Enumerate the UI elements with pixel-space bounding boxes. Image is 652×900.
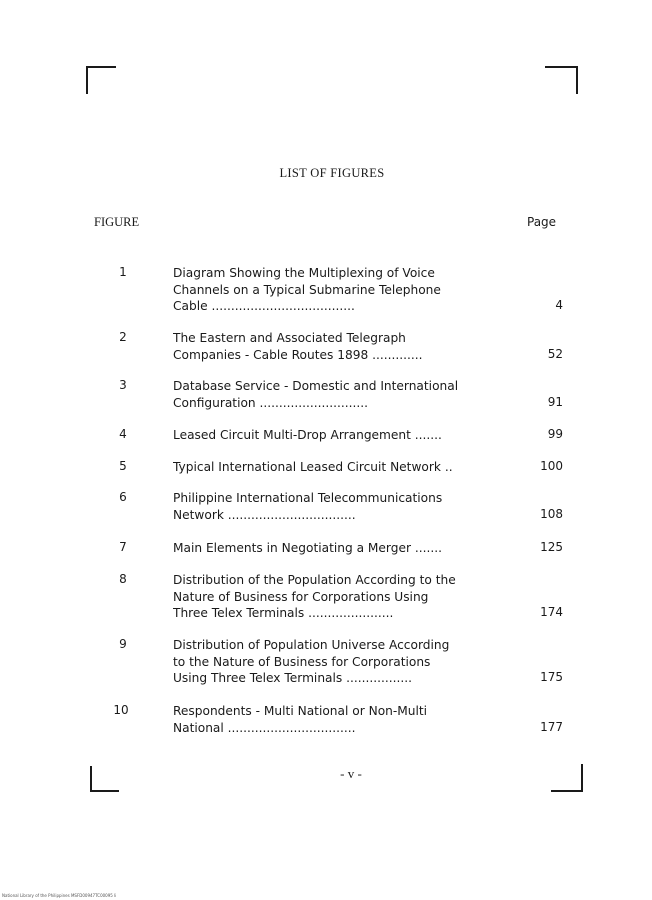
caption-line: to the Nature of Business for Corporations xyxy=(173,654,431,669)
figure-caption xyxy=(173,540,513,557)
figure-caption xyxy=(173,703,513,736)
figure-page-number: 175 xyxy=(540,670,563,684)
figure-number: 2 xyxy=(119,330,127,344)
caption-line: Three Telex Terminals ...................... xyxy=(173,606,394,620)
caption-line: National ................................. xyxy=(173,720,356,735)
page-column-header: Page xyxy=(527,215,557,229)
figure-page-number: 52 xyxy=(547,346,563,361)
caption-line: The Eastern and Associated Telegraph xyxy=(173,331,406,345)
figure-page-number: 177 xyxy=(540,719,563,734)
page-title: LIST OF FIGURES xyxy=(279,166,385,180)
figure-number: 8 xyxy=(119,572,127,586)
figure-caption xyxy=(173,459,513,476)
figure-caption xyxy=(173,378,513,411)
caption-line: Configuration ............................ xyxy=(173,395,368,410)
figure-number: 7 xyxy=(119,540,127,554)
caption-line: Leased Circuit Multi-Drop Arrangement ....... xyxy=(173,428,442,442)
figure-page-number: 99 xyxy=(547,427,563,441)
caption-line: Nature of Business for Corporations Using xyxy=(173,589,429,604)
caption-line: Companies - Cable Routes 1898 ............. xyxy=(173,347,423,362)
caption-line: Network ................................. xyxy=(173,507,356,522)
crop-mark-top-left xyxy=(86,66,88,94)
caption-line: Distribution of the Population According to the xyxy=(173,573,456,587)
figure-caption xyxy=(173,330,513,363)
figure-page-number: 4 xyxy=(555,298,563,312)
caption-line: Main Elements in Negotiating a Merger ....... xyxy=(173,541,442,555)
figure-caption xyxy=(173,427,513,444)
figure-number: 9 xyxy=(119,637,127,651)
crop-mark-top-left xyxy=(86,66,116,68)
figure-number: 10 xyxy=(113,703,129,717)
figure-number: 1 xyxy=(119,265,127,279)
caption-line: Using Three Telex Terminals ................. xyxy=(173,671,412,685)
figure-caption xyxy=(173,265,513,315)
caption-line: Channels on a Typical Submarine Telephone xyxy=(173,282,441,297)
figure-number: 4 xyxy=(119,427,127,441)
caption-line: Respondents - Multi National or Non-Multi xyxy=(173,704,428,718)
figure-caption xyxy=(173,637,513,687)
library-imprint: National Library of the Philippines MSFD00947TC00095 li xyxy=(2,893,117,898)
figure-page-number: 125 xyxy=(540,540,563,554)
crop-mark-bottom-left xyxy=(90,790,119,792)
figure-number: 5 xyxy=(119,459,127,473)
figure-caption xyxy=(173,572,513,622)
caption-line: Typical International Leased Circuit Network .. xyxy=(173,460,453,474)
figure-column-header: FIGURE xyxy=(94,215,140,229)
figure-number: 3 xyxy=(119,378,127,392)
figure-page-number: 91 xyxy=(547,394,563,409)
crop-mark-top-right xyxy=(576,66,578,94)
figure-caption xyxy=(173,490,513,523)
figure-page-number: 100 xyxy=(540,459,563,473)
figure-page-number: 174 xyxy=(540,605,563,619)
crop-mark-top-right xyxy=(545,66,578,68)
caption-line: Cable ..................................... xyxy=(173,299,355,313)
page-number: - v - xyxy=(340,766,362,781)
figure-number: 6 xyxy=(119,490,127,504)
caption-line: Diagram Showing the Multiplexing of Voice xyxy=(173,266,435,280)
caption-line: Philippine International Telecommunications xyxy=(173,491,443,505)
caption-line: Distribution of Population Universe According xyxy=(173,638,450,652)
caption-line: Database Service - Domestic and International xyxy=(173,379,459,393)
figure-page-number: 108 xyxy=(540,506,563,521)
crop-mark-bottom-right xyxy=(551,790,583,792)
